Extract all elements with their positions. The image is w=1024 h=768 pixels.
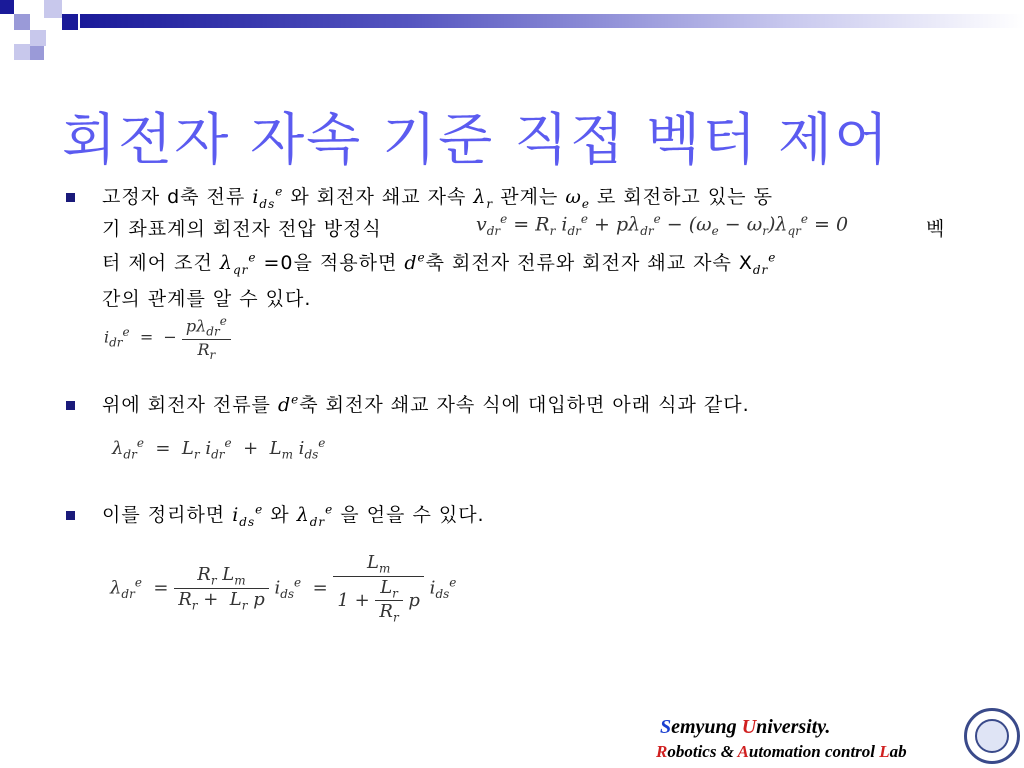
bullet1-line2: 기 좌표계의 회전자 전압 방정식: [102, 218, 382, 240]
decor-square-7: [30, 46, 44, 60]
footer-lab: Robotics & Automation control Lab: [656, 742, 907, 761]
decor-square-3: [44, 0, 62, 18]
equation-final: $\lambda_{dr}^e$ = $\frac{R_r L_m}{R_r + L_r p}$ $i_{ds}^e$ = $L_m$ 1 + $\frac{L_r}{R_r}$ p $i_{ds}^e$: [110, 552, 457, 625]
equation-idr: $i_{dr}^e$ = − $\frac{p\lambda_{dr}^e}{R_r}$: [104, 314, 231, 362]
math-d-e: $d^e$: [277, 392, 300, 416]
bullet1-line3: 터 제어 조건 $\lambda_{qr}^e =0$을 적용하면 $d^e$축 회전자 전류와 회전자 쇄교 자속 $X_{dr}^e$: [102, 250, 777, 277]
math-lambda-r: $\lambda_r$: [473, 186, 494, 211]
bullet1-line1: 고정자 d축 전류 $i_{ds}^e$ 와 회전자 쇄교 자속 $\lambda_r$ 관계는 $\omega_e$ 로 회전하고 있는 동: [102, 184, 773, 211]
math-ids: $i_{ds}^e$: [232, 502, 264, 529]
bullet3-line1: 이를 정리하면 $i_{ds}^e$ 와 $\lambda_{dr}^e$ 을 얻을 수 있다.: [102, 502, 485, 529]
bullet1-line4: 간의 관계를 알 수 있다.: [102, 288, 312, 310]
bullet1-line2-end: 벡: [926, 218, 946, 240]
decor-square-5: [30, 30, 46, 46]
equation-lambda-dr: $\lambda_{dr}^e = L_r$ $i_{dr}^e + L_m$ $i_{ds}^e$: [112, 436, 326, 462]
page-title: 회전자 자속 기준 직접 벡터 제어: [62, 108, 891, 173]
decor-square-1: [0, 0, 14, 14]
bullet-marker: [66, 193, 75, 202]
header-gradient-bar: [80, 14, 1024, 28]
math-omega-e: $\omega_e$: [565, 186, 590, 211]
math-lambda-dr: $\lambda_{dr}^e$: [296, 502, 334, 529]
bullet2-line1: 위에 회전자 전류를 $d^e$축 회전자 쇄교 자속 식에 대입하면 아래 식과 같다.: [102, 392, 750, 416]
footer-university: Semyung University.: [660, 716, 831, 738]
math-lambda-qr: $\lambda_{qr}^e$: [219, 250, 257, 277]
equation-rotor-voltage: $v_{dr}^e = R_r$ $i_{dr}^e + p\lambda_{dr}^e - (\omega_e - \omega_r)\lambda_{qr}^e = 0$: [476, 212, 849, 239]
bullet-marker: [66, 401, 75, 410]
bullet-marker: [66, 511, 75, 520]
decor-square-2: [14, 14, 30, 30]
university-seal-icon: [964, 708, 1020, 764]
math-ids: $i_{ds}^e$: [252, 184, 284, 211]
math-d-e: $d^e$: [404, 250, 426, 274]
decor-square-4: [62, 14, 78, 30]
math-dr: $_{dr}^e$: [752, 250, 777, 277]
decor-square-6: [14, 44, 30, 60]
